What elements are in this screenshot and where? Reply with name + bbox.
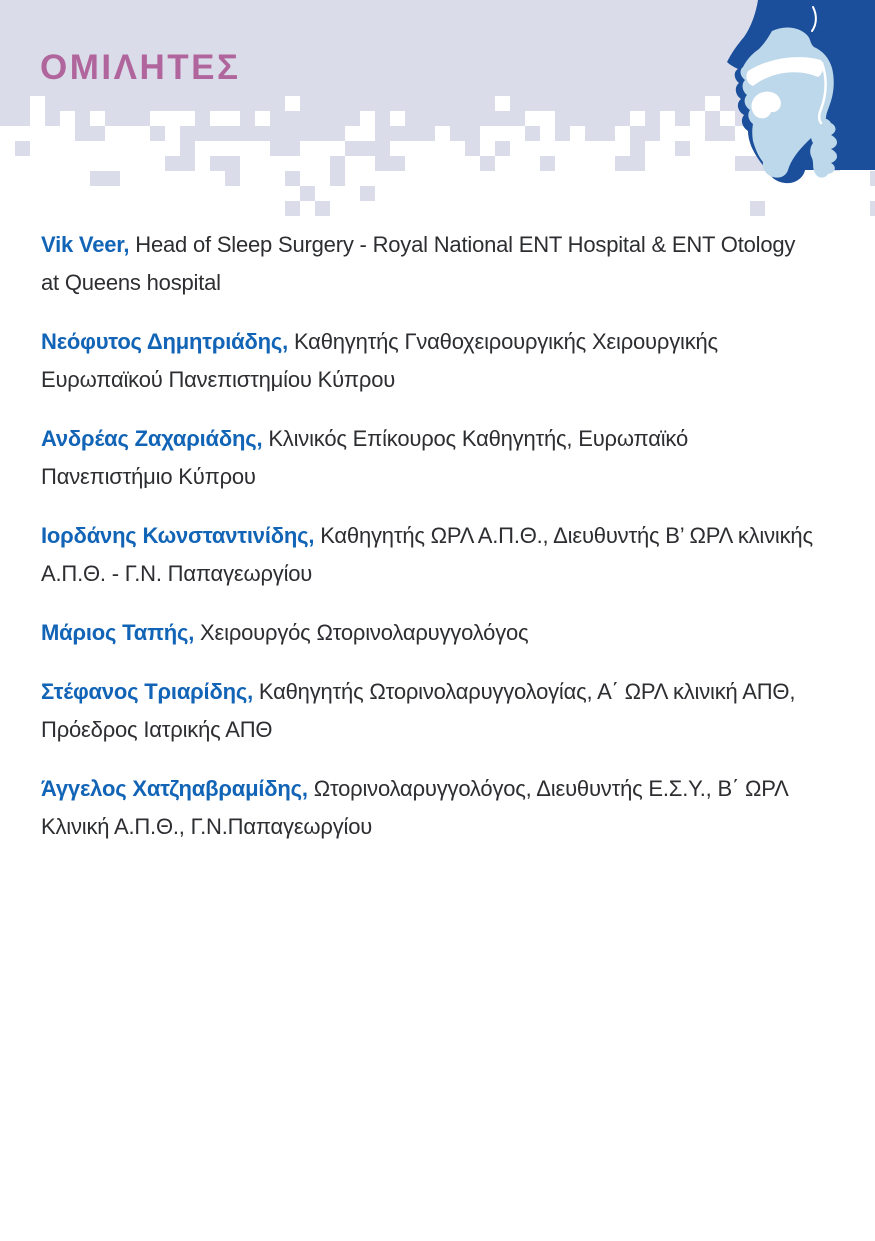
mosaic-square	[15, 96, 30, 111]
mosaic-square	[90, 171, 105, 186]
mosaic-square	[285, 201, 300, 216]
mosaic-square	[360, 186, 375, 201]
mosaic-square	[570, 96, 585, 111]
mosaic-square	[180, 96, 195, 111]
mosaic-square	[375, 126, 390, 141]
mosaic-square	[270, 111, 285, 126]
mosaic-square	[15, 111, 30, 126]
mosaic-square	[300, 186, 315, 201]
mosaic-square	[225, 156, 240, 171]
speaker-name: Ανδρέας Ζαχαριάδης	[41, 426, 257, 451]
mosaic-square	[675, 111, 690, 126]
mosaic-square	[465, 126, 480, 141]
mosaic-square	[420, 96, 435, 111]
mosaic-square	[405, 111, 420, 126]
mosaic-square	[225, 126, 240, 141]
mosaic-square	[630, 96, 645, 111]
mosaic-square	[480, 156, 495, 171]
mosaic-square	[510, 111, 525, 126]
speakers-list	[41, 226, 816, 867]
mosaic-square	[195, 126, 210, 141]
mosaic-square	[345, 96, 360, 111]
mosaic-square	[450, 111, 465, 126]
mosaic-square	[705, 126, 720, 141]
speaker-name: Vik Veer	[41, 232, 124, 257]
speaker-description: Καθηγητής Γναθοχειρουργικής Χειρουργικής Ευρωπαϊκού Πανεπιστημίου Κύπρου	[41, 329, 718, 392]
speaker-description: Χειρουργός Ωτορινολαρυγγολόγος	[194, 620, 529, 645]
mosaic-square	[645, 126, 660, 141]
mosaic-square	[315, 96, 330, 111]
speaker-separator: ,	[282, 329, 289, 354]
mosaic-square	[375, 111, 390, 126]
mosaic-square	[270, 96, 285, 111]
mosaic-square	[120, 96, 135, 111]
mosaic-square	[135, 96, 150, 111]
mosaic-square	[555, 96, 570, 111]
mosaic-square	[255, 96, 270, 111]
mosaic-square	[330, 96, 345, 111]
mosaic-square	[600, 126, 615, 141]
speaker-item	[41, 420, 816, 496]
mosaic-square	[180, 126, 195, 141]
mosaic-square	[75, 111, 90, 126]
mosaic-square	[615, 156, 630, 171]
mosaic-square	[210, 126, 225, 141]
mosaic-square	[450, 126, 465, 141]
mosaic-square	[375, 96, 390, 111]
mosaic-square	[330, 111, 345, 126]
mosaic-square	[540, 156, 555, 171]
mosaic-square	[585, 126, 600, 141]
mosaic-square	[615, 96, 630, 111]
mosaic-square	[150, 96, 165, 111]
mosaic-square	[315, 201, 330, 216]
mosaic-square	[675, 141, 690, 156]
mosaic-square	[45, 111, 60, 126]
mosaic-square	[345, 111, 360, 126]
mosaic-square	[345, 141, 360, 156]
mosaic-square	[630, 141, 645, 156]
mosaic-square	[270, 126, 285, 141]
mosaic-square	[165, 96, 180, 111]
mosaic-square	[180, 156, 195, 171]
mosaic-square	[225, 96, 240, 111]
mosaic-square	[450, 96, 465, 111]
mosaic-square	[360, 141, 375, 156]
mosaic-square	[300, 126, 315, 141]
mosaic-square	[510, 96, 525, 111]
mosaic-square	[255, 126, 270, 141]
mosaic-square	[600, 96, 615, 111]
speaker-item	[41, 770, 816, 846]
speaker-item	[41, 673, 816, 749]
ent-head-cross-section-icon	[725, 0, 875, 190]
mosaic-square	[195, 96, 210, 111]
speaker-name: Νεόφυτος Δημητριάδης	[41, 329, 283, 354]
mosaic-square	[630, 126, 645, 141]
mosaic-square	[645, 96, 660, 111]
mosaic-square	[480, 96, 495, 111]
mosaic-square	[315, 111, 330, 126]
speaker-name: Στέφανος Τριαρίδης	[41, 679, 248, 704]
mosaic-square	[675, 96, 690, 111]
mosaic-square	[105, 171, 120, 186]
speaker-item	[41, 614, 816, 652]
mosaic-square	[135, 111, 150, 126]
mosaic-square	[150, 126, 165, 141]
mosaic-square	[225, 171, 240, 186]
mosaic-square	[555, 126, 570, 141]
speaker-separator: ,	[256, 426, 263, 451]
speaker-description: Καθηγητής Ωτορινολαρυγγολογίας, Α΄ ΩΡΛ κλινική ΑΠΘ, Πρόεδρος Ιατρικής ΑΠΘ	[41, 679, 796, 742]
mosaic-square	[705, 111, 720, 126]
mosaic-square	[210, 156, 225, 171]
page-title: ΟΜΙΛΗΤΕΣ	[40, 48, 241, 87]
mosaic-square	[75, 126, 90, 141]
mosaic-square	[330, 171, 345, 186]
speaker-separator: ,	[188, 620, 195, 645]
mosaic-square	[105, 111, 120, 126]
mosaic-square	[420, 111, 435, 126]
mosaic-square	[660, 96, 675, 111]
mosaic-square	[615, 111, 630, 126]
mosaic-square	[240, 96, 255, 111]
mosaic-square	[330, 126, 345, 141]
spine-shape	[810, 118, 837, 177]
mosaic-square	[285, 171, 300, 186]
mosaic-square	[315, 126, 330, 141]
mosaic-square	[600, 111, 615, 126]
mosaic-square	[465, 96, 480, 111]
mosaic-square	[465, 111, 480, 126]
mosaic-square	[390, 96, 405, 111]
speaker-description: Ωτορινολαρυγγολόγος, Διευθυντής Ε.Σ.Υ., Β΄ ΩΡΛ Κλινική Α.Π.Θ., Γ.Ν.Παπαγεωργίου	[41, 776, 788, 839]
mosaic-square	[405, 96, 420, 111]
mosaic-square	[285, 126, 300, 141]
mosaic-square	[195, 111, 210, 126]
mosaic-square	[0, 111, 15, 126]
mosaic-square	[585, 111, 600, 126]
mosaic-square	[285, 141, 300, 156]
speaker-separator: ,	[308, 523, 315, 548]
mosaic-square	[480, 111, 495, 126]
mosaic-square	[690, 96, 705, 111]
speaker-name: Ιορδάνης Κωνσταντινίδης	[41, 523, 309, 548]
mosaic-square	[525, 96, 540, 111]
mosaic-square	[165, 156, 180, 171]
speaker-separator: ,	[247, 679, 254, 704]
mosaic-square	[570, 111, 585, 126]
mosaic-square	[375, 156, 390, 171]
speaker-name: Μάριος Ταπής	[41, 620, 189, 645]
mosaic-square	[180, 141, 195, 156]
speaker-item	[41, 323, 816, 399]
speaker-separator: ,	[123, 232, 130, 257]
mosaic-square	[0, 96, 15, 111]
mosaic-square	[540, 96, 555, 111]
mosaic-square	[90, 126, 105, 141]
mosaic-square	[870, 201, 875, 216]
mosaic-square	[285, 111, 300, 126]
mosaic-square	[645, 111, 660, 126]
mosaic-square	[435, 111, 450, 126]
mosaic-square	[375, 141, 390, 156]
mosaic-square	[300, 111, 315, 126]
mosaic-square	[630, 156, 645, 171]
mosaic-square	[420, 126, 435, 141]
mosaic-square	[240, 126, 255, 141]
mosaic-square	[105, 96, 120, 111]
mosaic-square	[585, 96, 600, 111]
mosaic-square	[330, 156, 345, 171]
mosaic-square	[270, 141, 285, 156]
mosaic-square	[435, 96, 450, 111]
mosaic-square	[120, 111, 135, 126]
speaker-name: Άγγελος Χατζηαβραμίδης	[41, 776, 302, 801]
mosaic-square	[90, 96, 105, 111]
mosaic-square	[45, 96, 60, 111]
mosaic-square	[75, 96, 90, 111]
mosaic-square	[495, 111, 510, 126]
speaker-description: Head of Sleep Surgery - Royal National ENT Hospital & ENT Otology at Queens hospital	[41, 232, 796, 295]
mosaic-square	[60, 96, 75, 111]
mosaic-square	[405, 126, 420, 141]
speaker-item	[41, 226, 816, 302]
mosaic-square	[240, 111, 255, 126]
mosaic-square	[15, 141, 30, 156]
mosaic-square	[390, 126, 405, 141]
mosaic-square	[750, 201, 765, 216]
speaker-description: Καθηγητής ΩΡΛ Α.Π.Θ., Διευθυντής Β’ ΩΡΛ κλινικής Α.Π.Θ. - Γ.Ν. Παπαγεωργίου	[41, 523, 813, 586]
mosaic-square	[555, 111, 570, 126]
mosaic-square	[495, 141, 510, 156]
mosaic-square	[360, 96, 375, 111]
mosaic-square	[390, 156, 405, 171]
speaker-description: Κλινικός Επίκουρος Καθηγητής, Ευρωπαϊκό Πανεπιστήμιο Κύπρου	[41, 426, 688, 489]
speaker-separator: ,	[301, 776, 308, 801]
mosaic-square	[525, 126, 540, 141]
mosaic-square	[300, 96, 315, 111]
speaker-item	[41, 517, 816, 593]
mosaic-square	[465, 141, 480, 156]
mosaic-square	[210, 96, 225, 111]
